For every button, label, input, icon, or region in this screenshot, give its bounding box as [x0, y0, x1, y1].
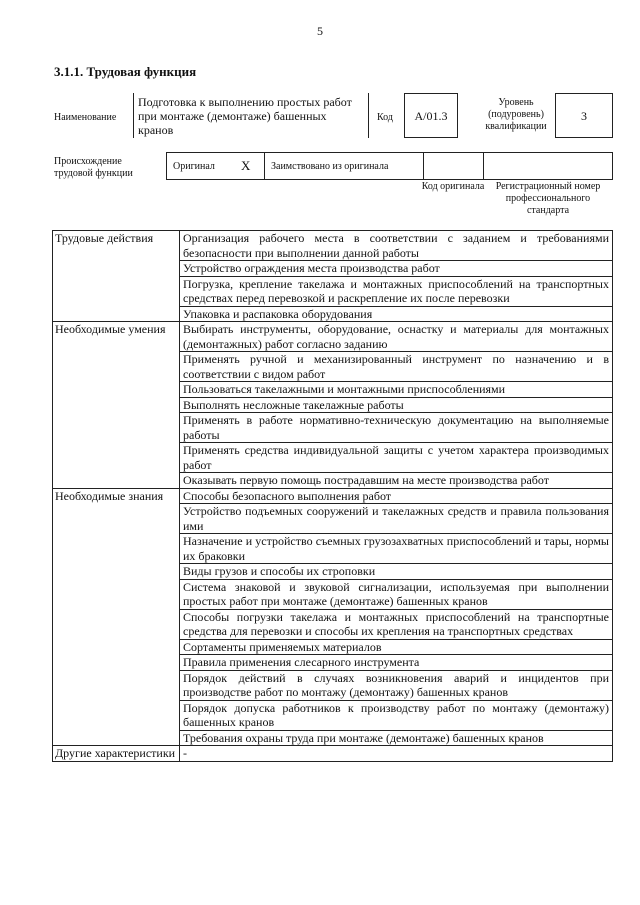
row-item: Порядок действий в случаях возникновения аварий и инцидентов при производстве работ по монтажу (демонтажу) башенных кранов	[180, 670, 613, 700]
origin-divider	[264, 153, 265, 179]
code-value-box: А/01.3	[404, 93, 458, 138]
row-item: Назначение и устройство съемных грузозахватных приспособлений и тары, нормы их браковки	[180, 534, 613, 564]
row-item: Порядок допуска работников к производству работ по монтажу (демонтажу) башенных кранов	[180, 700, 613, 730]
origin-label: Происхождение трудовой функции	[54, 156, 133, 179]
page-number: 5	[317, 24, 323, 38]
row-item: Устройство ограждения места производства работ	[180, 261, 613, 277]
row-item: Способы безопасного выполнения работ	[180, 488, 613, 504]
original-mark: Х	[241, 158, 251, 173]
code-label: Код	[377, 112, 393, 123]
level-value-box: 3	[555, 93, 613, 138]
row-item: Требования охраны труда при монтаже (демонтаже) башенных кранов	[180, 730, 613, 746]
origin-divider	[483, 153, 484, 179]
name-label: Наименование	[54, 112, 117, 123]
row-item: Выполнять несложные такелажные работы	[180, 397, 613, 413]
original-label: Оригинал	[173, 161, 215, 172]
row-item: Оказывать первую помощь пострадавшим на месте производства работ	[180, 473, 613, 489]
row-item: Выбирать инструменты, оборудование, оснастку и материалы для монтажных (демонтажных) работ согласно заданию	[180, 322, 613, 352]
origin-divider	[423, 153, 424, 179]
function-table-body	[53, 231, 613, 762]
table-row	[53, 231, 613, 261]
row-category: Необходимые умения	[53, 322, 180, 489]
row-item: Виды грузов и способы их строповки	[180, 564, 613, 580]
function-table	[52, 230, 613, 762]
row-item: Устройство подъемных сооружений и такелажных средств и правила пользования ими	[180, 504, 613, 534]
reg-number-caption: Регистрационный номер профессионального стандарта	[495, 181, 601, 216]
borrowed-label: Заимствовано из оригинала	[271, 161, 389, 172]
table-row	[53, 746, 613, 762]
row-category: Необходимые знания	[53, 488, 180, 746]
table-row	[53, 488, 613, 504]
row-item: Пользоваться такелажными и монтажными приспособлениями	[180, 382, 613, 398]
row-item: Применять в работе нормативно-техническую документацию на выполняемые работы	[180, 413, 613, 443]
row-item: Упаковка и распаковка оборудования	[180, 306, 613, 322]
level-label: Уровень (подуровень) квалификации	[485, 97, 547, 132]
row-item: -	[180, 746, 613, 762]
function-name-box: Подготовка к выполнению простых работ при монтаже (демонтаже) башенных кранов	[133, 93, 369, 138]
section-title: 3.1.1. Трудовая функция	[54, 64, 197, 79]
row-item: Погрузка, крепление такелажа и монтажных приспособлений на транспортных средствах перед перевозкой и раскрепление их после перевозки	[180, 276, 613, 306]
table-row	[53, 322, 613, 352]
row-item: Правила применения слесарного инструмента	[180, 655, 613, 671]
origin-box	[166, 152, 613, 180]
row-category: Трудовые действия	[53, 231, 180, 322]
row-item: Сортаменты применяемых материалов	[180, 639, 613, 655]
code-original-caption: Код оригинала	[421, 181, 485, 192]
row-item: Способы погрузки такелажа и монтажных приспособлений на транспортные средства для перевозки и способы их крепления на транспортных средствах	[180, 609, 613, 639]
row-item: Система знаковой и звуковой сигнализации, используемая при выполнении простых работ при монтаже (демонтаже) башенных кранов	[180, 579, 613, 609]
row-item: Применять средства индивидуальной защиты с учетом характера производимых работ	[180, 443, 613, 473]
row-item: Применять ручной и механизированный инструмент по назначению и в соответствии с видом работ	[180, 352, 613, 382]
row-item: Организация рабочего места в соответствии с заданием и требованиями безопасности при выполнении данной работы	[180, 231, 613, 261]
row-category: Другие характеристики	[53, 746, 180, 762]
